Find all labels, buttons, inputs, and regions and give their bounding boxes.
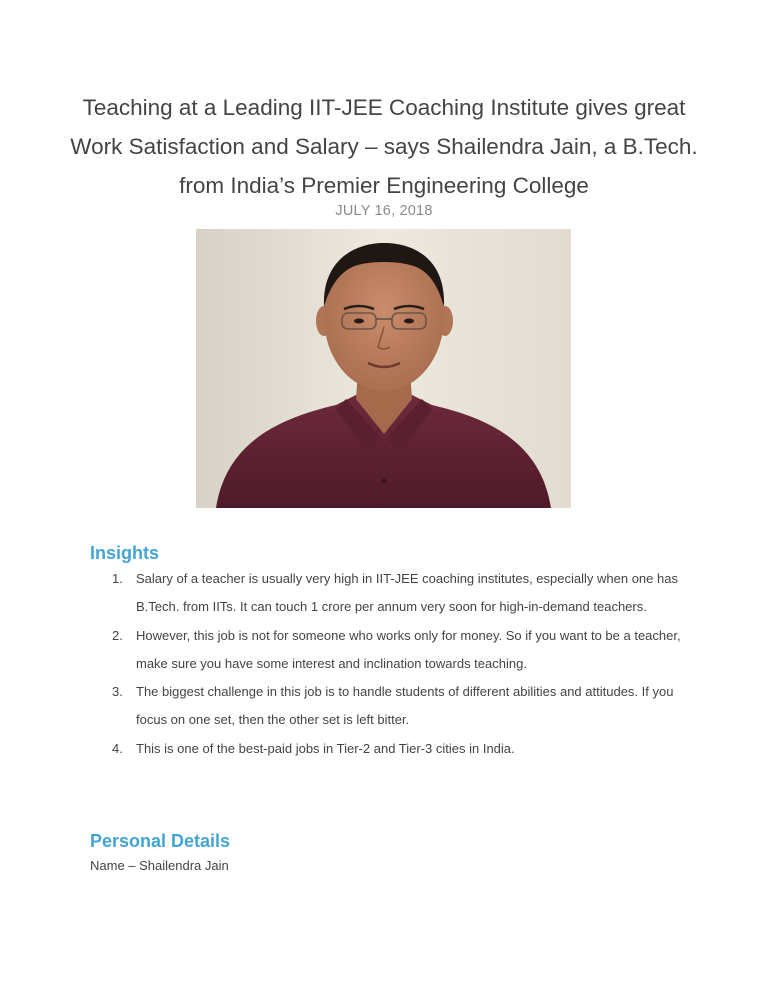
photo-eye-right [404,319,414,324]
portrait-photo [196,229,571,508]
insight-text: This is one of the best-paid jobs in Tier-2 and Tier-3 cities in India. [136,740,515,756]
insight-item [90,735,690,763]
insight-number: 2. [112,627,123,643]
insight-text: Salary of a teacher is usually very high in IIT-JEE coaching institutes, especially when one has B.Tech. from IITs. It can touch 1 crore per annum very soon for high-in-demand teachers. [136,571,678,615]
insight-item [90,678,690,735]
insight-text: The biggest challenge in this job is to handle students of different abilities and attitudes. If you focus on one set, then the other set is left bitter. [136,684,674,728]
insight-number: 1. [112,571,123,586]
personal-name-line: Name – Shailendra Jain [90,858,229,873]
photo-eye-left [354,319,364,324]
article-title: Teaching at a Leading IIT-JEE Coaching Institute gives great Work Satisfaction and Salary – says Shailendra Jain, a B.Tech. from India’s Premier Engineering College [70,95,698,198]
insight-number: 4. [112,740,123,756]
insight-text: However, this job is not for someone who works only for money. So if you want to be a teacher, make sure you have some interest and inclination towards teaching. [136,627,681,671]
photo-shirt-button [382,479,387,484]
insight-number: 3. [112,684,123,700]
insight-item [90,622,690,679]
personal-details-heading: Personal Details [90,831,231,851]
insights-list [90,565,690,763]
insight-item [90,565,690,622]
insights-heading: Insights [90,543,160,563]
article-date: JULY 16, 2018 [335,203,433,219]
